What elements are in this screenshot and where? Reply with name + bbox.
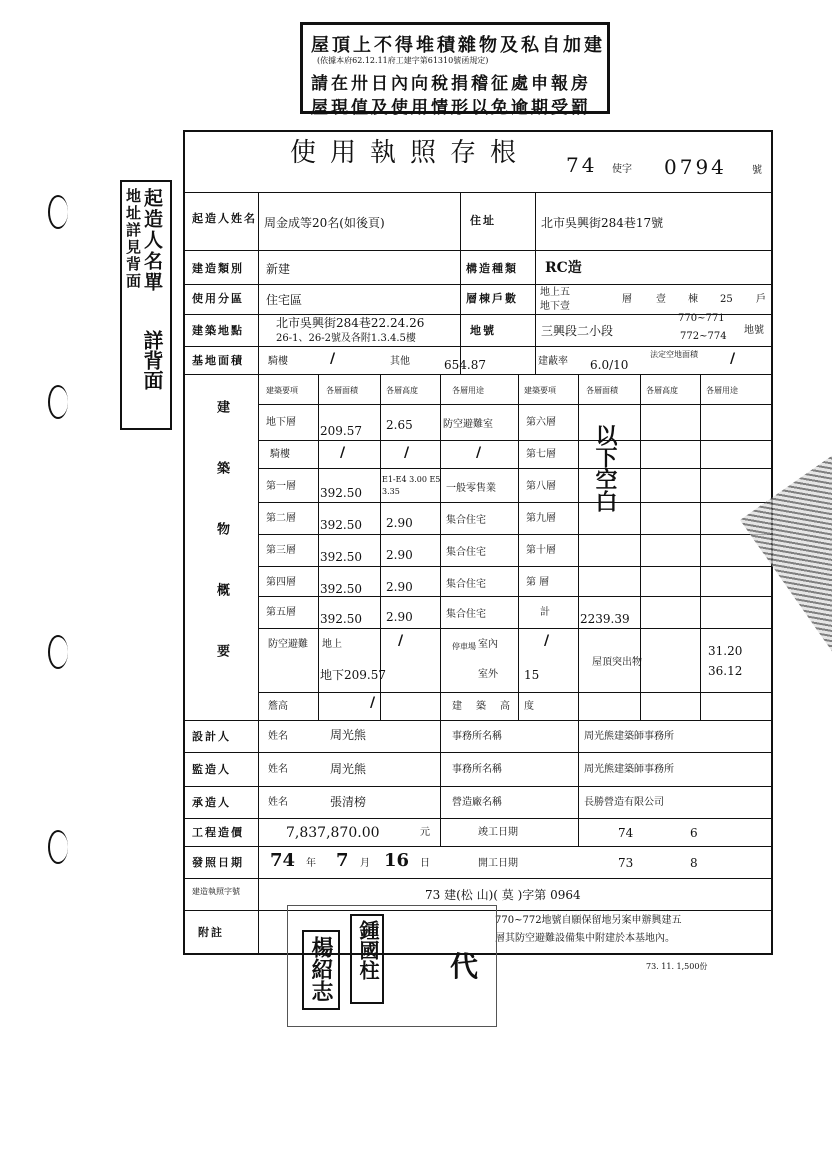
top-notice-stamp xyxy=(300,22,610,118)
remark-line-2: 層其防空避難設備集中附建於本基地內。 xyxy=(495,933,675,944)
floor-name: 第一層 xyxy=(266,481,296,492)
site-address-2: 26-1、26-2號及各附1.3.4.5樓 xyxy=(276,333,416,344)
floor-name: 第七層 xyxy=(526,449,556,460)
owner-value: 周金成等20名(如後頁) xyxy=(264,216,385,230)
floor-height: E1-E4 3.00 E5 3.35 xyxy=(382,475,441,496)
unit-suffix: 戶 xyxy=(756,294,766,305)
footer-code: 73. 11. 1,500份 xyxy=(646,962,708,971)
floors-units-label: 層棟戶數 xyxy=(466,292,518,305)
floor-use: / xyxy=(476,445,482,461)
notice-line-3: 請在卅日內向稅捐稽征處申報房 xyxy=(311,74,591,94)
site-address-1: 北市吳興街284巷22.24.26 xyxy=(276,316,425,330)
supervisor-office: 周光熊建築師事務所 xyxy=(584,764,674,775)
permit-label: 建造執照字號 xyxy=(192,887,240,896)
contractor-label: 承造人 xyxy=(192,796,231,809)
contractor-name-label: 姓名 xyxy=(268,797,288,808)
contractor-firm: 長勝營造有限公司 xyxy=(584,797,664,808)
floor-height: 2.65 xyxy=(386,418,413,432)
qilou-label: 騎樓 xyxy=(268,356,288,367)
stamp-col-right: 起造人名單 xyxy=(141,188,163,293)
zone-value: 住宅區 xyxy=(266,293,303,307)
hdr-area-right: 各層面積 xyxy=(586,386,618,395)
lot-numbers-1: 770~771 xyxy=(678,313,725,324)
other-label: 其他 xyxy=(390,356,410,367)
parking-indoor-value: / xyxy=(544,633,550,649)
open-space-label: 法定空地面積 xyxy=(650,350,698,359)
floor-area: 392.50 xyxy=(320,550,362,564)
roof-value-1: 31.20 xyxy=(708,644,743,658)
notice-line-4: 屋現值及使用情形以免逾期受罰 xyxy=(311,98,591,118)
shelter-label: 防空避難 xyxy=(268,639,308,650)
floor-name: 第 層 xyxy=(526,577,550,588)
completion-label: 竣工日期 xyxy=(478,827,518,838)
total-value: 2239.39 xyxy=(580,612,630,626)
supervisor-name-label: 姓名 xyxy=(268,764,288,775)
shelter-below: 地下209.57 xyxy=(320,668,386,682)
floor-height: 2.90 xyxy=(386,610,413,624)
floor-use: 集合住宅 xyxy=(446,579,486,590)
one-text: 壹 xyxy=(656,294,666,305)
hdr-height-left: 各層高度 xyxy=(386,386,418,395)
designer-office: 周光熊建築師事務所 xyxy=(584,731,674,742)
floor-height: 2.90 xyxy=(386,516,413,530)
notice-line-1: 屋頂上不得堆積雜物及私自加建 xyxy=(311,35,605,56)
floor-use: 集合住宅 xyxy=(446,547,486,558)
seal-2-text: 鍾國柱 xyxy=(356,920,380,980)
seal-3-text: 代 xyxy=(450,950,479,983)
other-value: 654.87 xyxy=(444,358,486,372)
parking-outdoor-value: 15 xyxy=(524,668,540,682)
parking-label: 停車場 xyxy=(452,642,476,651)
supervisor-name: 周光熊 xyxy=(330,762,367,776)
floor-area: 392.50 xyxy=(320,518,362,532)
coverage-label: 建蔽率 xyxy=(538,356,568,367)
issue-year: 74 xyxy=(270,850,296,871)
qilou-value: / xyxy=(330,351,336,367)
shelter-above: 地上 xyxy=(322,639,342,650)
permit-year: 74 xyxy=(566,153,598,177)
layer-text: 層 xyxy=(622,294,632,305)
address-label: 住址 xyxy=(470,214,496,227)
unit-count: 25 xyxy=(720,294,733,305)
coverage-value: 6.0/10 xyxy=(590,358,629,372)
floor-area: 209.57 xyxy=(320,424,362,438)
cost-unit: 元 xyxy=(420,827,430,838)
building-height-label: 建築高度 xyxy=(452,701,548,712)
floor-name: 第五層 xyxy=(266,607,296,618)
eaves-label: 簷高 xyxy=(268,701,288,712)
category-label: 建造類別 xyxy=(192,262,244,275)
floor-name: 第四層 xyxy=(266,577,296,588)
supervisor-office-label: 事務所名稱 xyxy=(452,764,502,775)
designer-label: 設計人 xyxy=(192,730,231,743)
floor-name: 第八層 xyxy=(526,481,556,492)
designer-office-label: 事務所名稱 xyxy=(452,731,502,742)
stamp-col-left: 地址詳見背面 xyxy=(124,188,142,290)
floor-use: 集合住宅 xyxy=(446,515,486,526)
designer-name: 周光熊 xyxy=(330,728,367,742)
remark-line-1: 770~772地號自願保留地另案申辦興建五 xyxy=(495,915,682,926)
parking-indoor: 室內 xyxy=(478,639,498,650)
floor-name: 第九層 xyxy=(526,513,556,524)
floor-area: 392.50 xyxy=(320,582,362,596)
hdr-height-right: 各層高度 xyxy=(646,386,678,395)
parking-outdoor: 室外 xyxy=(478,669,498,680)
floor-height: / xyxy=(404,445,410,461)
floor-name: 第三層 xyxy=(266,545,296,556)
floor-area: / xyxy=(340,445,346,461)
lot-label: 地號 xyxy=(470,324,496,337)
issue-day: 16 xyxy=(384,850,410,871)
floor-name: 騎樓 xyxy=(270,449,290,460)
eaves-value: / xyxy=(370,695,376,711)
owner-label: 起造人姓名 xyxy=(192,212,257,225)
total-label: 計 xyxy=(540,607,550,618)
blank-note: 以下空白 xyxy=(592,424,618,512)
address-value: 北市吳興街284巷17號 xyxy=(541,216,664,230)
start-year: 73 xyxy=(618,856,634,870)
structure-label: 構造種類 xyxy=(466,262,518,275)
site-label: 建築地點 xyxy=(192,324,244,337)
cost-label: 工程造價 xyxy=(192,826,244,839)
cost-value: 7,837,870.00 xyxy=(286,825,380,841)
floor-name: 第十層 xyxy=(526,545,556,556)
contractor-name: 張清榜 xyxy=(330,795,367,809)
base-area-label: 基地面積 xyxy=(192,354,244,367)
floor-area: 392.50 xyxy=(320,486,362,500)
floor-name: 第六層 xyxy=(526,417,556,428)
form-title: 使用執照存根 xyxy=(290,138,531,168)
permit-prefix: 使字 xyxy=(612,164,632,175)
floor-name: 第二層 xyxy=(266,513,296,524)
issue-label: 發照日期 xyxy=(192,856,244,869)
completion-year: 74 xyxy=(618,826,634,840)
handwritten-see-back: 詳背面 xyxy=(140,330,164,390)
category-value: 新建 xyxy=(266,262,291,276)
roof-value-2: 36.12 xyxy=(708,664,743,678)
owner-list-stamp xyxy=(120,180,172,430)
floor-height: 2.90 xyxy=(386,580,413,594)
open-space-value: / xyxy=(730,351,736,367)
start-month: 8 xyxy=(690,856,698,870)
ridge-text: 棟 xyxy=(688,294,698,305)
hdr-item-right: 建築要項 xyxy=(524,386,556,395)
notice-line-2: (依據本府62.12.11府工建字第61310號函規定) xyxy=(317,56,489,65)
designer-name-label: 姓名 xyxy=(268,731,288,742)
start-label: 開工日期 xyxy=(478,858,518,869)
permit-value: 73 建(松 山)( 莫 )字第 0964 xyxy=(425,888,581,902)
hdr-item-left: 建築要項 xyxy=(266,386,298,395)
floor-use: 防空避難室 xyxy=(443,419,493,430)
punch-hole xyxy=(48,830,68,864)
floor-height: 2.90 xyxy=(386,548,413,562)
punch-hole xyxy=(48,195,68,229)
hdr-use-left: 各層用途 xyxy=(452,386,484,395)
floor-area: 392.50 xyxy=(320,612,362,626)
hdr-area-left: 各層面積 xyxy=(326,386,358,395)
issue-month-unit: 月 xyxy=(360,858,370,869)
lot-suffix: 地號 xyxy=(744,325,764,336)
structure-value: RC造 xyxy=(545,260,582,276)
hdr-use-right: 各層用途 xyxy=(706,386,738,395)
section-label: 建築物概要 xyxy=(214,400,229,705)
lot-section: 三興段二小段 xyxy=(541,324,614,338)
shelter-above-value: / xyxy=(398,633,404,649)
contractor-firm-label: 營造廠名稱 xyxy=(452,797,502,808)
floor-use: 一般零售業 xyxy=(446,483,496,494)
floors-above: 地上五 xyxy=(540,287,570,298)
punch-hole xyxy=(48,385,68,419)
completion-month: 6 xyxy=(690,826,698,840)
seal-1-text: 楊紹志 xyxy=(308,936,334,1002)
lot-numbers-2: 772~774 xyxy=(680,331,727,342)
floors-below: 地下壹 xyxy=(540,301,570,312)
remark-label: 附註 xyxy=(198,926,224,939)
punch-hole xyxy=(48,635,68,669)
permit-number: 0794 xyxy=(664,155,727,179)
zone-label: 使用分區 xyxy=(192,292,244,305)
floor-use: 集合住宅 xyxy=(446,609,486,620)
roof-structure-label: 屋頂突出物 xyxy=(592,657,642,668)
issue-month: 7 xyxy=(336,850,349,871)
issue-year-unit: 年 xyxy=(306,858,316,869)
supervisor-label: 監造人 xyxy=(192,763,231,776)
floor-name: 地下層 xyxy=(266,417,296,428)
permit-suffix: 號 xyxy=(752,165,762,176)
issue-day-unit: 日 xyxy=(420,858,430,869)
